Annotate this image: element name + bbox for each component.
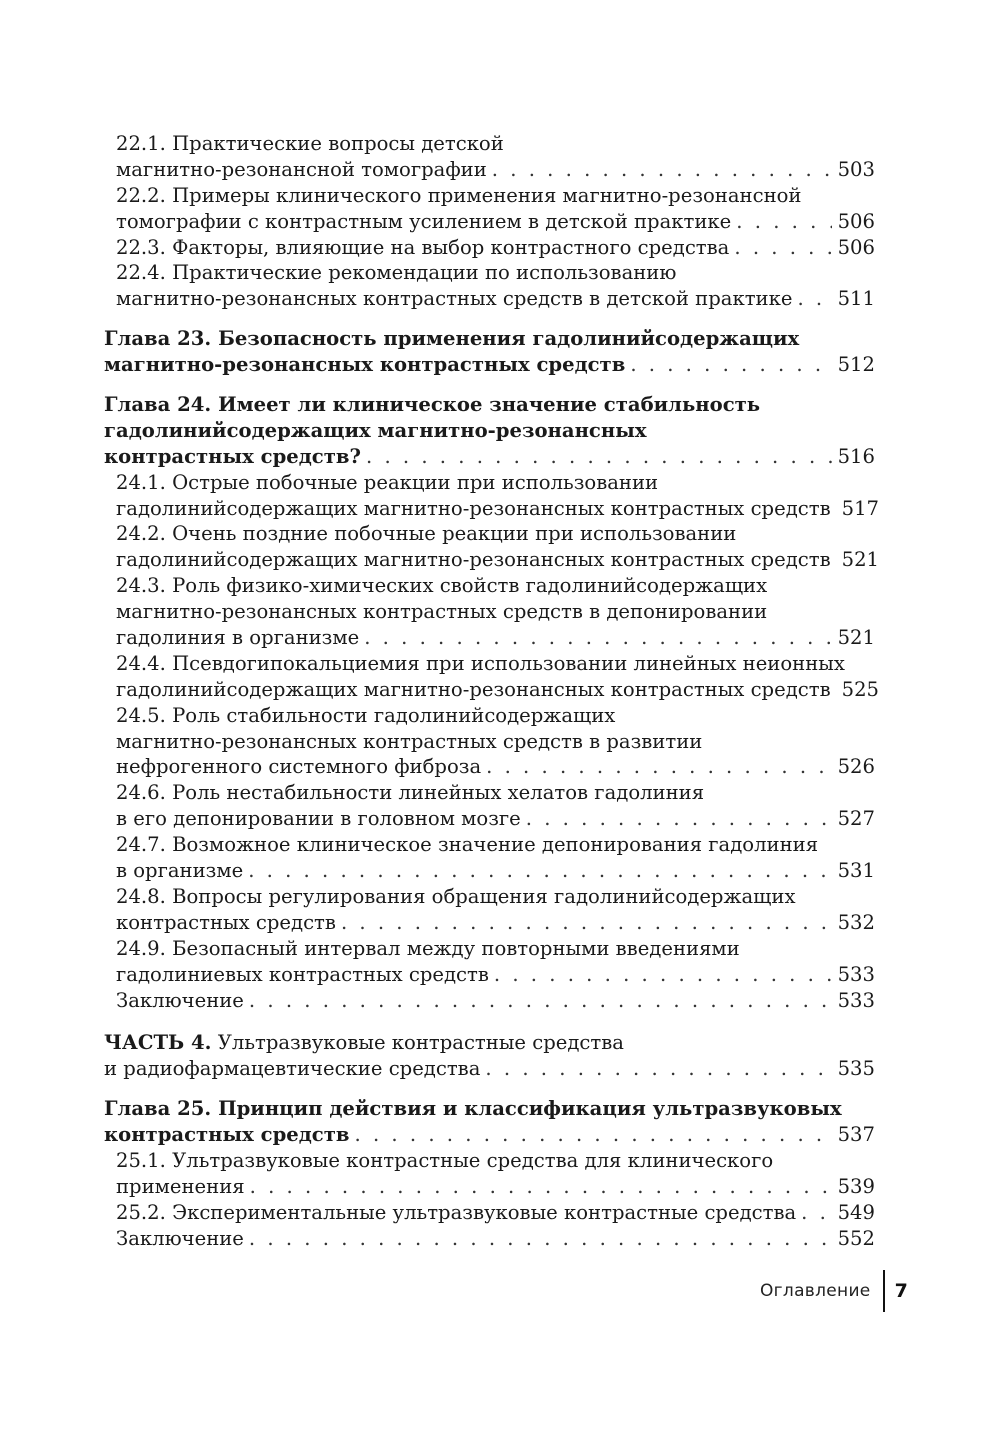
toc-entry-line — [104, 1200, 875, 1226]
toc-entry-line — [104, 962, 875, 988]
dot-leader — [341, 910, 832, 936]
toc-page-number: 517 — [841, 496, 880, 520]
toc-subsection — [104, 1148, 875, 1200]
toc-title-line: применения — [116, 1174, 245, 1198]
toc-subsection — [104, 884, 875, 936]
toc-page-number: 527 — [837, 807, 875, 831]
toc-entry-line — [104, 625, 875, 651]
dot-leader — [485, 1056, 831, 1082]
toc-entry-text — [104, 419, 647, 442]
toc-page-number: 537 — [837, 1123, 875, 1147]
toc-entry-line — [104, 832, 875, 858]
toc-subsection — [104, 832, 875, 884]
toc-title-line: 25.2. Экспериментальные ультразвуковые контрастные средства — [116, 1200, 797, 1224]
toc-entry-line — [104, 599, 875, 625]
toc-title-line: Глава 23. Безопасность применения гадолинийсодержащих — [104, 327, 800, 351]
toc-page-number: 506 — [837, 235, 875, 259]
toc-title-line: Глава 25. Принцип действия и классификация ультразвуковых — [104, 1097, 842, 1121]
dot-leader — [366, 444, 832, 470]
part-title: Ультразвуковые контрастные средства — [217, 1031, 624, 1055]
toc-entry-line — [104, 157, 875, 183]
toc-title-line: 24.8. Вопросы регулирования обращения гадолинийсодержащих — [116, 884, 796, 908]
toc-entry-line — [104, 209, 875, 235]
toc-entry-text — [116, 1174, 245, 1200]
toc-entry-text — [116, 522, 736, 545]
toc-title-line: гадолинийсодержащих магнитно-резонансных — [104, 418, 647, 442]
toc-entry-text — [116, 1226, 244, 1252]
toc-page-number: 512 — [837, 353, 875, 377]
dot-leader — [250, 1174, 832, 1200]
toc-part — [104, 1030, 875, 1082]
dot-leader — [526, 806, 832, 832]
toc-entry-line — [104, 754, 875, 780]
toc-page-number: 526 — [837, 755, 875, 779]
toc-page-number: 539 — [837, 1174, 875, 1198]
toc-page-number: 533 — [837, 962, 875, 986]
toc-entry-line — [104, 547, 880, 573]
toc-entry-text — [116, 937, 740, 960]
toc-entry-line — [104, 260, 875, 286]
toc-entry-line — [104, 444, 875, 470]
toc-chapter — [104, 392, 875, 470]
toc-title-line: гадолинийсодержащих магнитно-резонансных контрастных средств — [116, 496, 831, 520]
toc-page-number: 549 — [837, 1200, 875, 1224]
toc-title-line: магнитно-резонансной томографии — [116, 157, 487, 181]
toc-title-line: 24.3. Роль физико-химических свойств гадолинийсодержащих — [116, 574, 768, 598]
toc-page-number: 521 — [837, 626, 875, 650]
dot-leader — [364, 625, 831, 651]
toc-subsection — [104, 521, 880, 573]
toc-entry-line — [104, 780, 875, 806]
toc-entry-line — [104, 806, 875, 832]
toc-subsection — [104, 470, 880, 522]
toc-title-line: 24.2. Очень поздние побочные реакции при использовании — [116, 522, 737, 546]
toc-title-line: в организме — [116, 859, 244, 883]
toc-entry-text — [116, 547, 831, 573]
toc-title-line: 24.6. Роль нестабильности линейных хелатов гадолиния — [116, 781, 705, 805]
toc-title-line: гадолиния в организме — [116, 626, 360, 650]
toc-title-line: магнитно-резонансных контрастных средств — [104, 353, 626, 377]
toc-entry-text — [116, 261, 676, 284]
toc-entry-text — [116, 962, 489, 988]
toc-subsection — [104, 183, 875, 235]
dot-leader — [630, 352, 831, 378]
toc-title-line: 24.5. Роль стабильности гадолинийсодержащих — [116, 703, 616, 727]
toc-entry-text — [116, 600, 767, 623]
toc-entry-line — [104, 677, 880, 703]
toc-entry-line — [104, 1122, 875, 1148]
toc-entry-text — [116, 209, 731, 235]
toc-title-line: гадолинийсодержащих магнитно-резонансных контрастных средств — [116, 548, 831, 572]
dot-leader — [248, 858, 831, 884]
toc-title-line: 22.4. Практические рекомендации по использованию — [116, 261, 677, 285]
toc-title-line: 25.1. Ультразвуковые контрастные средства для клинического — [116, 1148, 774, 1172]
toc-entry-text — [116, 1200, 796, 1226]
toc-title-line: в его депонировании в головном мозге — [116, 807, 521, 831]
toc-title-line: 24.1. Острые побочные реакции при использовании — [116, 470, 659, 494]
toc-title-line: 22.3. Факторы, влияющие на выбор контрастного средства — [116, 235, 730, 259]
running-footer — [760, 1273, 908, 1309]
dot-leader — [797, 286, 831, 312]
toc-entry-text — [116, 574, 767, 597]
toc-title-line: магнитно-резонансных контрастных средств в развитии — [116, 729, 703, 753]
dot-leader — [494, 962, 832, 988]
toc-entry-text — [116, 157, 487, 183]
toc-chapter — [104, 326, 875, 378]
toc-entry-text — [116, 781, 704, 804]
toc-page-number: 552 — [837, 1226, 875, 1250]
toc-title-line: 24.7. Возможное клиническое значение депонирования гадолиния — [116, 833, 819, 857]
toc-entry-line — [104, 496, 880, 522]
dot-leader — [734, 235, 831, 261]
toc-page-number: 531 — [837, 859, 875, 883]
toc-subsection — [104, 1226, 875, 1252]
toc-entry-line — [104, 1226, 875, 1252]
toc-entry-text — [116, 858, 243, 884]
toc-entry-text — [116, 833, 818, 856]
toc-entry-text — [104, 352, 625, 378]
table-of-contents — [104, 131, 880, 1252]
toc-title-line: 22.1. Практические вопросы детской — [116, 132, 504, 155]
toc-page-number: 532 — [837, 910, 875, 934]
toc-entry-line — [104, 884, 875, 910]
toc-title-line: 22.2. Примеры клинического применения магнитно-резонансной — [116, 183, 802, 207]
toc-entry-line — [104, 988, 875, 1014]
toc-page-number: 521 — [841, 548, 880, 572]
dot-leader — [492, 157, 832, 183]
toc-subsection — [104, 651, 880, 703]
toc-entry-text — [116, 235, 729, 261]
toc-entry-line — [104, 131, 875, 157]
toc-entry-text — [116, 132, 504, 155]
toc-entry-text — [116, 677, 831, 703]
toc-subsection — [104, 936, 875, 988]
toc-subsection — [104, 235, 875, 261]
toc-page-number: 511 — [837, 287, 875, 311]
toc-page-number: 516 — [837, 444, 875, 468]
toc-entry-line — [104, 1096, 875, 1122]
toc-entry-line — [104, 910, 875, 936]
toc-title-line: и радиофармацевтические средства — [104, 1057, 481, 1081]
toc-title-line: 24.4. Псевдогипокальциемия при использовании линейных неионных — [116, 651, 845, 675]
toc-page-number: 535 — [837, 1057, 875, 1081]
toc-entry-line — [104, 1148, 875, 1174]
toc-title-line: контрастных средств — [104, 1123, 350, 1147]
toc-entry-text — [116, 286, 792, 312]
toc-subsection — [104, 1200, 875, 1226]
toc-entry-text — [116, 754, 481, 780]
toc-subsection — [104, 260, 875, 312]
toc-entry-line — [104, 1056, 875, 1082]
dot-leader — [355, 1122, 832, 1148]
toc-entry-text — [104, 1056, 480, 1082]
toc-title-line: гадолиниевых контрастных средств — [116, 962, 489, 986]
dot-leader — [736, 209, 831, 235]
toc-entry-line — [104, 418, 875, 444]
toc-entry-line — [104, 235, 875, 261]
toc-entry-line — [104, 729, 875, 755]
toc-entry-line — [104, 286, 875, 312]
toc-entry-text — [116, 910, 336, 936]
toc-entry-text — [116, 885, 796, 908]
toc-entry-line — [104, 858, 875, 884]
toc-title-line: Глава 24. Имеет ли клиническое значение стабильность — [104, 393, 761, 417]
toc-subsection — [104, 703, 875, 781]
toc-entry-line — [104, 1174, 875, 1200]
toc-title-line: контрастных средств? — [104, 444, 361, 468]
toc-title-line: магнитно-резонансных контрастных средств в депонировании — [116, 600, 768, 624]
toc-entry-text — [104, 327, 799, 350]
toc-entry-line — [104, 703, 875, 729]
toc-page-number: 506 — [837, 209, 875, 233]
toc-page-number: 533 — [837, 988, 875, 1012]
toc-entry-line — [104, 1030, 875, 1056]
toc-entry-text — [116, 988, 244, 1014]
dot-leader — [249, 988, 832, 1014]
toc-entry-text — [116, 730, 702, 753]
toc-entry-text — [116, 704, 615, 727]
toc-entry-line — [104, 326, 875, 352]
toc-title-line: 24.9. Безопасный интервал между повторными введениями — [116, 936, 740, 960]
toc-entry-line — [104, 352, 875, 378]
part-label: ЧАСТЬ 4. — [104, 1031, 212, 1055]
toc-title-line: томографии с контрастным усилением в детской практике — [116, 209, 732, 233]
footer-section-label: Оглавление — [760, 1281, 871, 1301]
dot-leader — [801, 1200, 831, 1226]
toc-chapter — [104, 1096, 875, 1148]
toc-entry-text — [104, 444, 361, 470]
toc-entry-text — [116, 625, 359, 651]
toc-entry-text — [116, 471, 658, 494]
toc-entry-line — [104, 392, 875, 418]
toc-subsection — [104, 780, 875, 832]
toc-entry-text — [116, 1149, 773, 1172]
dot-leader — [249, 1226, 832, 1252]
dot-leader — [486, 754, 831, 780]
toc-entry-text — [104, 393, 760, 416]
toc-entry-text — [116, 184, 802, 207]
toc-subsection — [104, 573, 875, 651]
toc-entry-line — [104, 470, 875, 496]
toc-entry-line — [104, 183, 875, 209]
toc-title-line: гадолинийсодержащих магнитно-резонансных контрастных средств — [116, 677, 831, 701]
toc-title-line: Заключение — [116, 988, 244, 1012]
toc-entry-text — [116, 806, 521, 832]
toc-entry-line — [104, 573, 875, 599]
toc-entry-line — [104, 651, 875, 677]
toc-subsection — [104, 131, 875, 183]
toc-entry-line — [104, 521, 875, 547]
toc-title-line: Заключение — [116, 1226, 244, 1250]
toc-subsection — [104, 988, 875, 1014]
toc-page-number: 503 — [837, 157, 875, 181]
toc-title-line: контрастных средств — [116, 910, 336, 934]
footer-divider — [883, 1270, 885, 1312]
toc-entry-text — [104, 1122, 350, 1148]
footer-page-number: 7 — [894, 1280, 908, 1302]
toc-title-line: нефрогенного системного фиброза — [116, 755, 482, 779]
toc-entry-line — [104, 936, 875, 962]
toc-page-number: 525 — [841, 677, 880, 701]
toc-entry-text — [104, 1031, 624, 1054]
toc-entry-text — [116, 652, 845, 675]
toc-entry-text — [116, 496, 831, 522]
toc-entry-text — [104, 1097, 842, 1120]
toc-title-line: магнитно-резонансных контрастных средств в детской практике — [116, 287, 793, 311]
